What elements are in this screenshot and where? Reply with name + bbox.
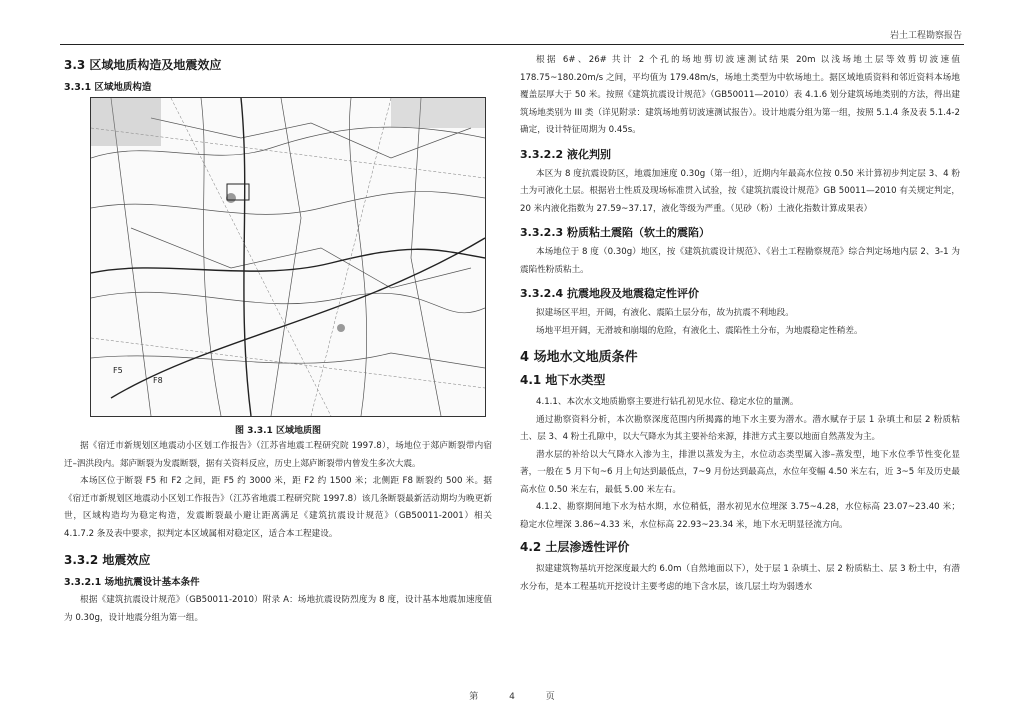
paragraph: 场地平坦开阔，无滑坡和崩塌的危险，有液化土、震陷性土分布，为地震稳定性稍差。 (536, 325, 863, 336)
regional-geology-map (90, 97, 486, 417)
page-number: 4 (509, 692, 515, 702)
paragraph: 根据 6#、26# 共计 2 个孔的场地剪切波速测试结果 20m 以浅场地土层等效剪切波速值 178.75~180.20m/s 之间，平均值为 179.48m/s，场地土类型为中软场地土。据区域地质资料和邻近资料本场地覆盖层厚大于 50 米。按照《建筑抗震设计规范》（GB50011—2010）表 4.1.6 划分建筑场地类别的方法，得出建筑场地类别为 III 类（详见附录：建筑场地剪切波速测试报告）。设计地震分组为第一组，按照 5.1.4 条及表 5.1.4-2 确定，设计特征周期为 0.45s。 (520, 55, 960, 135)
section-4-title: 4 场地水文地质条件 (520, 350, 638, 365)
right-column (520, 52, 960, 596)
section-3-3-2-1-title: 3.3.2.1 场地抗震设计基本条件 (64, 577, 200, 588)
footer-suffix: 页 (545, 692, 555, 702)
section-3-3-2-3-title: 3.3.2.3 粉质粘土震陷（软土的震陷） (520, 226, 710, 239)
paragraph: 4.1.1、本次水文地质勘察主要进行钻孔初见水位、稳定水位的量测。 (536, 397, 799, 407)
section-3-3-title: 3.3 区域地质构造及地震效应 (64, 58, 222, 72)
section-3-3-2-title: 3.3.2 地震效应 (64, 553, 151, 567)
section-3-3-2-2-title: 3.3.2.2 液化判别 (520, 147, 611, 161)
page-footer (0, 689, 1024, 702)
paragraph: 拟建建筑物基坑开挖深度最大约 6.0m（自然地面以下），处于层 1 杂填土、层 2 粉质粘土、层 3 粉土中，有潜水分布，是本工程基坑开挖设计主要考虑的地下含水层，该几层土均为弱透水 (520, 564, 960, 592)
paragraph: 本场区位于断裂 F5 和 F2 之间，距 F5 约 3000 米，距 F2 约 1500 米；北侧距 F8 断裂约 500 米。据《宿迁市新规划区地震动小区划工作报告》（江苏省地震工程研究院 1997.8）该几条断裂最新活动期均为晚更新世，区域构造均为稳定构造，发震断裂最小避让距离满足《建筑抗震设计规范》（GB50011-2001）相关 4.1.7.2 条及表中要求，拟判定本区域属相对稳定区，适合本工程建设。 (64, 476, 492, 539)
fault-f5-label: F5 (113, 366, 123, 375)
paragraph: 潜水层的补给以大气降水入渗为主，排泄以蒸发为主，水位动态类型属入渗–蒸发型，地下水位季节性变化显著，一般在 5 月下旬~6 月上旬达到最低点，7~9 月份达到最高点，水位年变幅 4.50 米左右，近 3~5 年及历史最高水位 0.50 米左右，最低 5.00 米左右。 (520, 449, 960, 495)
paragraph: 拟建场区平坦，开阔，有液化、震陷土层分布，故为抗震不利地段。 (536, 308, 794, 318)
section-3-3-1-title: 3.3.1 区域地质构造 (64, 82, 152, 93)
header-rule (60, 44, 964, 45)
paragraph: 通过勘察资料分析，本次勘察深度范围内所揭露的地下水主要为潜水。潜水赋存于层 1 杂填土和层 2 粉质粘土、层 3、4 粉土孔隙中，以大气降水为其主要补给来源，排泄方式主要以地面自然蒸发为主。 (520, 414, 960, 442)
running-head: 岩土工程勘察报告 (889, 31, 962, 41)
paragraph: 据《宿迁市新规划区地震动小区划工作报告》（江苏省地震工程研究院 1997.8），场地位于郯庐断裂带内宿迁–泗洪段内。郯庐断裂为发震断裂，据有关资料反应，历史上郯庐断裂带内曾发生多次大震。 (64, 441, 492, 469)
paragraph: 本场地位于 8 度（0.30g）地区，按《建筑抗震设计规范》、《岩土工程勘察规范》综合判定场地内层 2、3-1 为震陷性粉质粘土。 (520, 247, 960, 275)
figure-caption: 图 3.3.1 区域地质图 (235, 426, 321, 436)
section-4-2-title: 4.2 土层渗透性评价 (520, 540, 630, 554)
map-drawing (91, 98, 485, 416)
section-4-1-title: 4.1 地下水类型 (520, 373, 606, 387)
paragraph: 4.1.2、勘察期间地下水为枯水期，水位稍低，潜水初见水位埋深 3.75~4.28，水位标高 23.07~23.40 米；稳定水位埋深 3.86~4.33 米，水位标高 22.93~23.34 米，地下水无明显径流方向。 (520, 502, 960, 530)
fault-f8-label: F8 (153, 376, 163, 385)
footer-prefix: 第 (469, 692, 479, 702)
paragraph: 根据《建筑抗震设计规范》（GB50011-2010）附录 A：场地抗震设防烈度为 8 度，设计基本地震加速度值为 0.30g，设计地震分组为第一组。 (64, 595, 492, 623)
paragraph: 本区为 8 度抗震设防区，地震加速度 0.30g（第一组），近期内年最高水位按 0.50 米计算初步判定层 3、4 粉土为可液化土层。根据岩土性质及现场标准贯入试验，按《建筑抗震设计规范》GB 50011—2010 有关规定判定，20 米内液化指数为 27.59~37.17，液化等级为严重。（见砂（粉）土液化指数计算成果表） (520, 168, 960, 214)
left-column (64, 52, 492, 627)
section-3-3-2-4-title: 3.3.2.4 抗震地段及地震稳定性评价 (520, 287, 699, 300)
